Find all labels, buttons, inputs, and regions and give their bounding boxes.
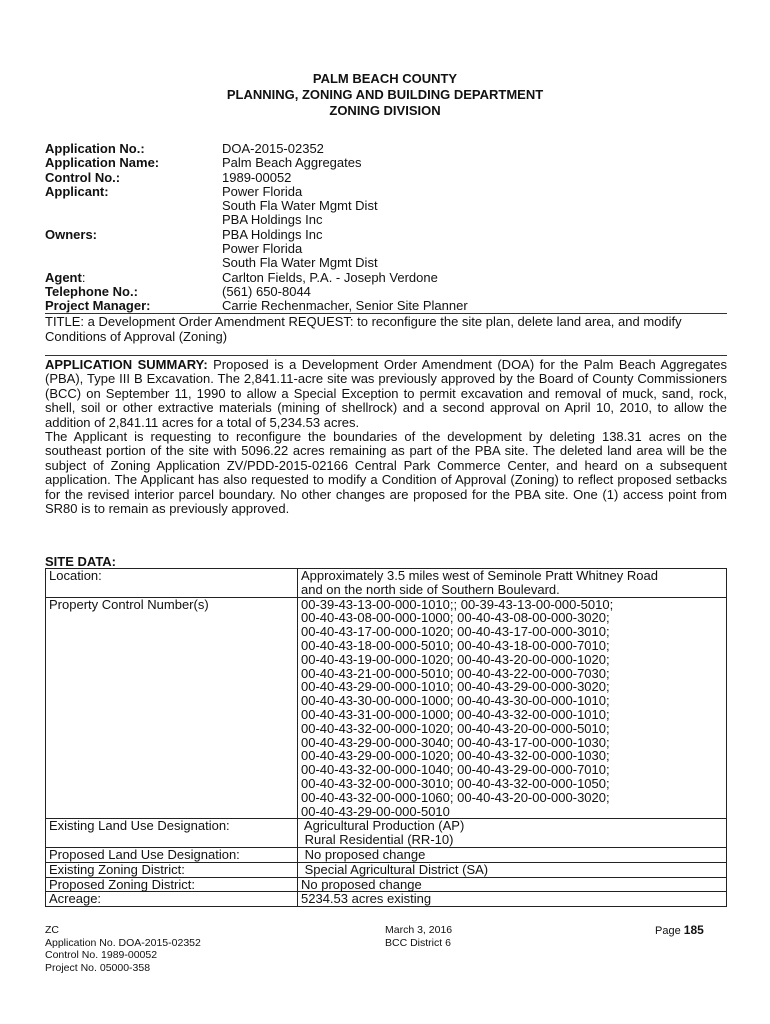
table-row — [46, 862, 727, 877]
location-line: Approximately 3.5 miles west of Seminole Pratt Whitney Road — [301, 568, 658, 583]
proposed-land-use-label: Proposed Land Use Designation: — [46, 847, 298, 862]
application-name-value: Palm Beach Aggregates — [222, 155, 362, 171]
pcn-line: 00-40-43-29-00-000-3040; 00-40-43-17-00-000-1030; — [301, 734, 610, 750]
page-label: Page — [655, 925, 681, 937]
agent-label — [45, 271, 222, 285]
application-info — [45, 142, 727, 314]
pcn-line: 00-40-43-08-00-000-1000; 00-40-43-08-00-000-3020; — [301, 610, 610, 626]
location-line: and on the north side of Southern Boulevard. — [301, 581, 560, 597]
pcn-line: 00-40-43-32-00-000-3010; 00-40-43-32-00-000-1050; — [301, 775, 610, 791]
pcn-line: 00-39-43-13-00-000-1010;; 00-39-43-13-00-000-5010; — [301, 596, 614, 612]
division-name: ZONING DIVISION — [329, 103, 441, 118]
pcn-line: 00-40-43-30-00-000-1000; 00-40-43-30-00-000-1010; — [301, 693, 610, 709]
pcn-line: 00-40-43-29-00-000-1010; 00-40-43-29-00-000-3020; — [301, 679, 610, 695]
land-use-line: Agricultural Production (AP) — [301, 818, 465, 834]
land-use-line: Rural Residential (RR-10) — [301, 832, 454, 848]
agent-label-text: Agent — [45, 269, 82, 285]
project-manager-value: Carrie Rechenmacher, Senior Site Planner — [222, 298, 468, 314]
table-row — [46, 877, 727, 892]
site-data-heading: SITE DATA: — [45, 554, 117, 569]
pcn-line: 00-40-43-31-00-000-1000; 00-40-43-32-00-000-1010; — [301, 706, 610, 722]
pcn-line: 00-40-43-32-00-000-1040; 00-40-43-29-00-000-7010; — [301, 762, 610, 778]
table-row — [46, 819, 727, 848]
site-data-table — [45, 568, 727, 907]
proposed-land-use-value: No proposed change — [298, 847, 727, 862]
location-value — [298, 569, 727, 598]
owner-item: Power Florida — [222, 241, 303, 257]
pcn-line: 00-40-43-29-00-000-1020; 00-40-43-32-00-000-1030; — [301, 748, 610, 764]
existing-zoning-value: Special Agricultural District (SA) — [298, 862, 727, 877]
telephone-label: Telephone No.: — [45, 283, 138, 299]
telephone-row — [45, 285, 727, 299]
pcn-line: 00-40-43-29-00-000-5010 — [301, 803, 450, 819]
pcn-line: 00-40-43-19-00-000-1020; 00-40-43-20-00-000-1020; — [301, 651, 610, 667]
pcn-line: 00-40-43-32-00-000-1020; 00-40-43-20-00-000-5010; — [301, 720, 610, 736]
owner-item: South Fla Water Mgmt Dist — [222, 255, 378, 271]
pcn-label: Property Control Number(s) — [46, 597, 298, 819]
proposed-zoning-label: Proposed Zoning District: — [46, 877, 298, 892]
existing-zoning-label: Existing Zoning District: — [46, 862, 298, 877]
application-no-value: DOA-2015-02352 — [222, 141, 324, 156]
control-no-value: 1989-00052 — [222, 169, 292, 185]
agent-value: Carlton Fields, P.A. - Joseph Verdone — [222, 269, 438, 285]
title-request: TITLE: a Development Order Amendment REQUEST: to reconfigure the site plan, delete land area, and modify Conditions of Approval (Zoning) — [45, 313, 727, 344]
applicant-item: South Fla Water Mgmt Dist — [222, 198, 378, 214]
footer-page — [655, 924, 704, 938]
existing-land-use-value — [298, 819, 727, 848]
pcn-line: 00-40-43-18-00-000-5010; 00-40-43-18-00-000-7010; — [301, 637, 610, 653]
application-summary — [45, 355, 727, 516]
footer-project-no: Project No. 05000-358 — [45, 961, 151, 974]
pcn-value — [298, 597, 727, 819]
control-no-label: Control No.: — [45, 169, 121, 185]
pcn-line: 00-40-43-21-00-000-5010; 00-40-43-22-00-000-7030; — [301, 665, 610, 681]
existing-land-use-label: Existing Land Use Designation: — [46, 819, 298, 848]
table-row — [46, 597, 727, 819]
footer-district: BCC District 6 — [385, 936, 451, 949]
footer-middle — [385, 924, 452, 949]
proposed-zoning-value: No proposed change — [298, 877, 727, 892]
application-no-label: Application No.: — [45, 141, 145, 156]
county-name: PALM BEACH COUNTY — [312, 71, 458, 86]
applicant-row — [45, 185, 727, 228]
summary-text-1: Proposed is a Development Order Amendment (DOA) for the Palm Beach Aggregates (PBA), Type III B Excavation. The 2,841.11-acre site was previously approved by the Board of County Commissioners (BCC) on September 11, 1990 to allow a Special Exception to permit excavation and removal of muck, sand, rock, shell, soil or other extractive materials (mining of shellrock) and a second approval on April 10, 2010, to allow the addition of 2,841.11 acres for a total of 5,234.53 acres. — [45, 357, 727, 430]
application-name-row — [45, 156, 727, 170]
control-no-row — [45, 171, 727, 185]
footer-left — [45, 924, 201, 974]
applicant-item: PBA Holdings Inc — [222, 212, 323, 228]
applicant-item: Power Florida — [222, 183, 303, 199]
project-manager-label: Project Manager: — [45, 298, 151, 314]
pcn-line: 00-40-43-32-00-000-1060; 00-40-43-20-00-000-3020; — [301, 789, 610, 805]
table-row — [46, 892, 727, 907]
owners-label: Owners: — [45, 226, 98, 242]
agent-label-colon: : — [81, 269, 86, 285]
project-manager-row — [45, 299, 727, 313]
table-row — [46, 847, 727, 862]
summary-label: APPLICATION SUMMARY: — [45, 357, 208, 372]
footer-date: March 3, 2016 — [385, 924, 453, 936]
acreage-label: Acreage: — [46, 892, 298, 907]
pcn-line: 00-40-43-17-00-000-1020; 00-40-43-17-00-000-3010; — [301, 624, 610, 640]
summary-paragraph-1 — [45, 358, 727, 430]
department-name: PLANNING, ZONING AND BUILDING DEPARTMENT — [226, 87, 544, 102]
applicant-list — [222, 185, 727, 228]
location-label: Location: — [46, 569, 298, 598]
owner-item: PBA Holdings Inc — [222, 226, 323, 242]
agent-row — [45, 271, 727, 285]
summary-paragraph-2: The Applicant is requesting to reconfigure the boundaries of the development by deleting 138.31 acres on the southeast portion of the site with 5096.22 acres remaining as part of the PBA site. The deleted land area will be the subject of Zoning Application ZV/PDD-2015-02166 Central Park Commerce Center, and heard on a subsequent application. The Applicant has also requested to modify a Condition of Approval (Zoning) to reflect proposed setbacks for the revised interior parcel boundary. No other changes are proposed for the PBA site. One (1) access point from SR80 is to remain as previously approved. — [45, 429, 727, 517]
footer-application-no: Application No. DOA-2015-02352 — [45, 936, 201, 949]
footer-control-no: Control No. 1989-00052 — [45, 949, 158, 961]
table-row — [46, 569, 727, 598]
telephone-value: (561) 650-8044 — [222, 283, 311, 299]
application-no-row — [45, 142, 727, 156]
page-number: 185 — [683, 923, 704, 937]
applicant-label: Applicant: — [45, 183, 109, 199]
footer-zc: ZC — [45, 924, 59, 936]
owners-list — [222, 228, 727, 271]
acreage-value: 5234.53 acres existing — [298, 892, 727, 907]
application-name-label: Application Name: — [45, 155, 160, 171]
owners-row — [45, 228, 727, 271]
document-header — [0, 71, 770, 119]
